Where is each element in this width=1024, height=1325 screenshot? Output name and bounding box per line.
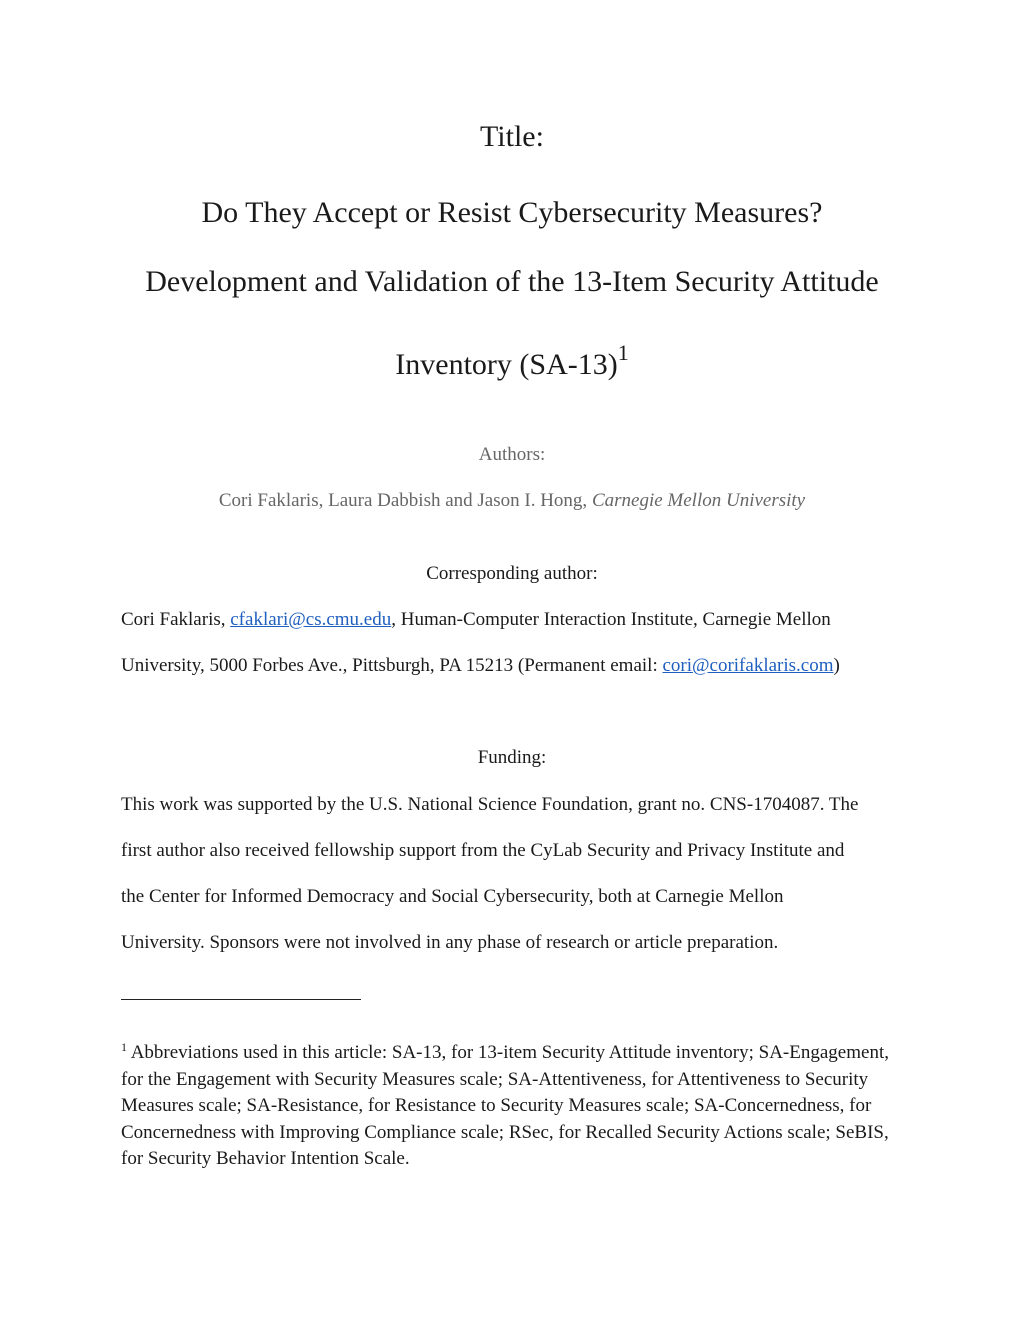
- authors-line: [0, 490, 1024, 512]
- corresponding-line-2-suffix: ): [833, 655, 840, 676]
- paper-title-line-2: Development and Validation of the 13-Item Security Attitude: [145, 265, 879, 298]
- corresponding-line-2-prefix: University, 5000 Forbes Ave., Pittsburgh, PA 15213 (Permanent email:: [121, 655, 663, 676]
- footnote: [121, 1034, 891, 1173]
- title-label: Title:: [480, 120, 544, 153]
- author-names: Cori Faklaris, Laura Dabbish and Jason I. Hong,: [218, 490, 592, 511]
- paper-title-line-3-text: Inventory (SA-13): [395, 348, 618, 381]
- corresponding-author-label: Corresponding author:: [426, 563, 598, 584]
- corresponding-line-2: [121, 655, 840, 677]
- footnote-text: Abbreviations used in this article: SA-13, for 13-item Security Attitude inventory; SA-Engagement, for the Engagement with Security Measures scale; SA-Attentiveness, for Attentiveness to Security Measures scale; SA-Resistance, for Resistance to Security Measures scale; SA-Concernedness, for Concernedness with Improving Compliance scale; RSec, for Recalled Security Actions scale; SeBIS, for Security Behavior Intention Scale.: [121, 1042, 889, 1169]
- funding-label: Funding:: [477, 747, 547, 768]
- funding-line-3: the Center for Informed Democracy and Social Cybersecurity, both at Carnegie Mellon: [121, 886, 784, 907]
- authors-label: Authors:: [478, 444, 546, 465]
- funding-line-1: This work was supported by the U.S. National Science Foundation, grant no. CNS-1704087. The: [121, 794, 859, 815]
- corresponding-line-1: [121, 609, 831, 631]
- paper-title-line-1: Do They Accept or Resist Cybersecurity Measures?: [201, 196, 823, 229]
- corresponding-line-1-prefix: Cori Faklaris,: [121, 609, 231, 630]
- permanent-email-link[interactable]: cori@corifaklaris.com: [662, 655, 834, 676]
- footnote-separator: [121, 999, 361, 1000]
- author-affiliation: Carnegie Mellon University: [591, 490, 806, 511]
- funding-line-2: first author also received fellowship support from the CyLab Security and Privacy Institute and: [121, 840, 845, 861]
- corresponding-line-1-suffix: , Human-Computer Interaction Institute, Carnegie Mellon: [391, 609, 831, 630]
- funding-line-4: University. Sponsors were not involved in any phase of research or article preparation.: [121, 932, 779, 953]
- corresponding-email-link[interactable]: cfaklari@cs.cmu.edu: [230, 609, 392, 630]
- title-footnote-marker[interactable]: 1: [617, 340, 629, 365]
- footnote-marker: 1: [121, 1040, 127, 1054]
- paper-title-line-3: [0, 340, 1024, 382]
